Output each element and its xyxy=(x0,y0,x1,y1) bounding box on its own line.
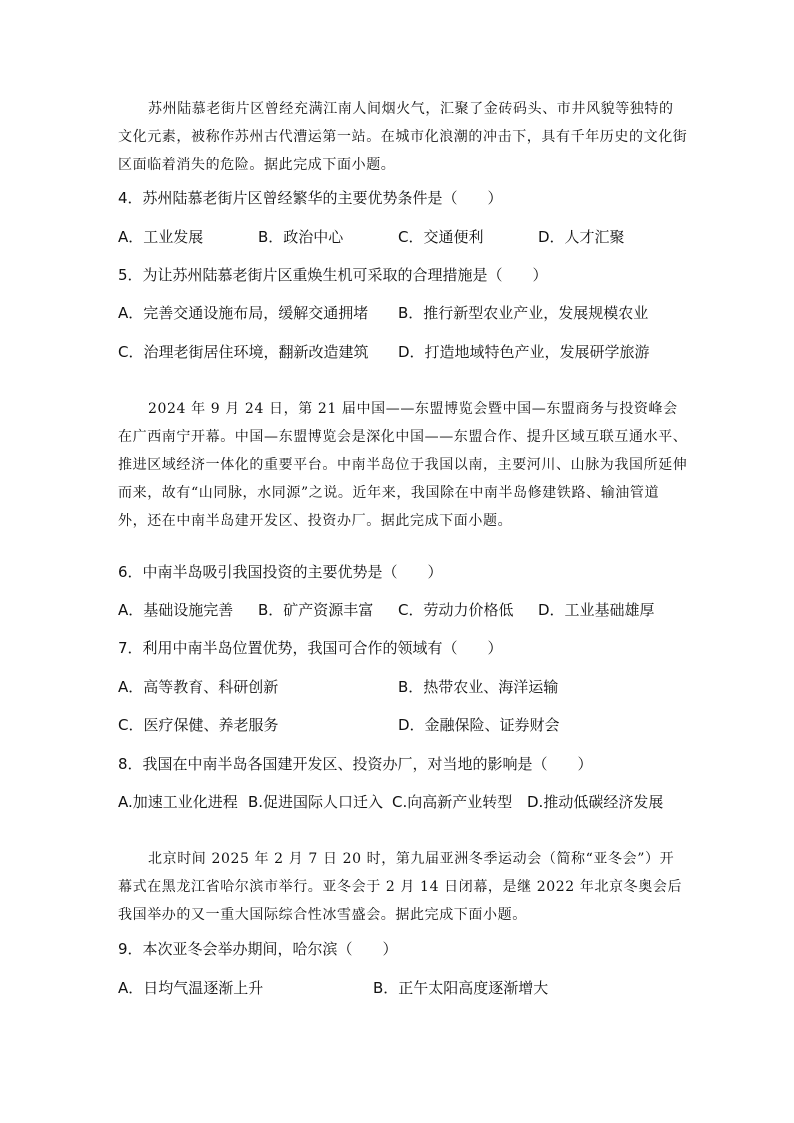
question-5-option-c: C．治理老街居住环境，翻新改造建筑 xyxy=(118,343,369,361)
question-7-option-c: C．医疗保健、养老服务 xyxy=(118,716,279,734)
question-7-option-d: D．金融保险、证券财会 xyxy=(398,716,560,734)
question-8-option-d: D.推动低碳经济发展 xyxy=(527,793,664,811)
question-6-option-d: D．工业基础雄厚 xyxy=(538,601,655,619)
question-9-option-b: B．正午太阳高度逐渐增大 xyxy=(373,979,549,997)
question-7-option-b: B．热带农业、海洋运输 xyxy=(398,678,559,696)
question-5-option-b: B．推行新型农业产业，发展规模农业 xyxy=(398,304,649,322)
question-4-option-c: C．交通便利 xyxy=(398,228,484,246)
question-8-option-b: B.促进国际人口迁入 xyxy=(248,793,384,811)
question-4-option-a: A．工业发展 xyxy=(118,228,204,246)
passage-1: 苏州陆慕老街片区曾经充满江南人间烟火气，汇聚了金砖码头、市井风貌等独特的文化元素，被称作苏州古代漕运第一站。在城市化浪潮的冲击下，具有千年历史的文化街区面临着消失的危险。据此完成下面小题。 xyxy=(118,101,688,173)
passage-3: 北京时间 2025 年 2 月 7 日 20 时，第九届亚洲冬季运动会（简称“亚冬会”）开幕式在黑龙江省哈尔滨市举行。亚冬会于 2 月 14 日闭幕，是继 2022 年北京冬奥会后我国举办的又一重大国际综合性冰雪盛会。据此完成下面小题。 xyxy=(118,851,683,923)
question-9-stem: 9．本次亚冬会举办期间，哈尔滨（ ） xyxy=(118,940,398,958)
question-8-stem: 8．我国在中南半岛各国建开发区、投资办厂，对当地的影响是（ ） xyxy=(118,755,593,773)
question-4-stem: 4．苏州陆慕老街片区曾经繁华的主要优势条件是（ ） xyxy=(118,189,503,207)
question-5-option-d: D．打造地域特色产业，发展研学旅游 xyxy=(398,343,650,361)
passage-2: 2024 年 9 月 24 日，第 21 届中国——东盟博览会暨中国—东盟商务与投资峰会在广西南宁开幕。中国—东盟博览会是深化中国——东盟合作、提升区域互联互通水平、推进区域经济一体化的重要平台。中南半岛位于我国以南，主要河川、山脉为我国所延伸而来，故有“山同脉，水同源”之说。近年来，我国除在中南半岛修建铁路、输油管道外，还在中南半岛建开发区、投资办厂。据此完成下面小题。 xyxy=(118,401,688,529)
question-5-stem: 5．为让苏州陆慕老街片区重焕生机可采取的合理措施是（ ） xyxy=(118,266,548,284)
question-7-option-a: A．高等教育、科研创新 xyxy=(118,678,279,696)
question-5-option-a: A．完善交通设施布局，缓解交通拥堵 xyxy=(118,304,369,322)
question-4-option-d: D．人才汇聚 xyxy=(538,228,625,246)
question-7-stem: 7．利用中南半岛位置优势，我国可合作的领域有（ ） xyxy=(118,639,503,657)
question-4-option-b: B．政治中心 xyxy=(258,228,344,246)
question-9-option-a: A．日均气温逐渐上升 xyxy=(118,979,264,997)
question-6-option-b: B．矿产资源丰富 xyxy=(258,601,374,619)
question-6-option-c: C．劳动力价格低 xyxy=(398,601,514,619)
question-8-option-a: A.加速工业化进程 xyxy=(118,793,238,811)
question-8-option-c: C.向高新产业转型 xyxy=(392,793,513,811)
question-6-option-a: A．基础设施完善 xyxy=(118,601,234,619)
question-6-stem: 6．中南半岛吸引我国投资的主要优势是（ ） xyxy=(118,563,443,581)
